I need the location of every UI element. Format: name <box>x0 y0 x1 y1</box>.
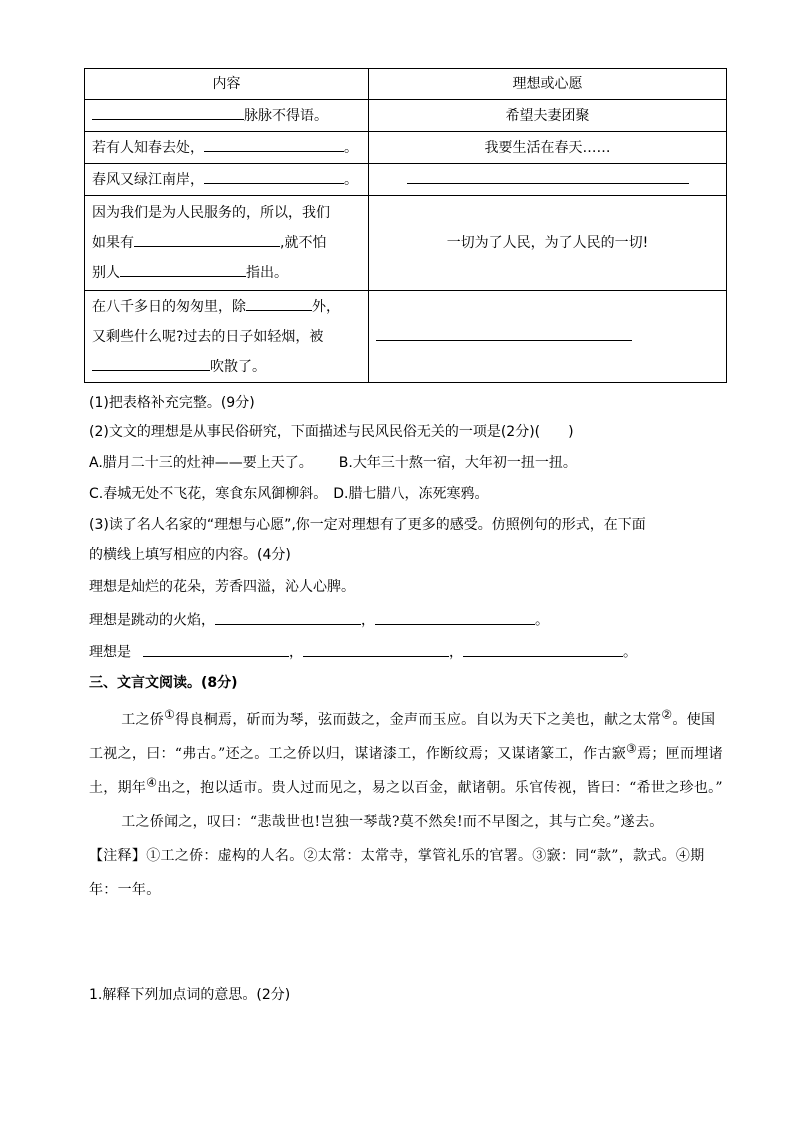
fill-line-1: 理想是跳动的火焰， ， 。 <box>89 609 549 631</box>
blank-field[interactable] <box>204 136 344 152</box>
row2-wish: 我要生活在春天…… <box>369 132 727 164</box>
row1-content: 脉脉不得语。 <box>85 100 369 132</box>
blank-field[interactable] <box>134 231 280 247</box>
blank-field[interactable] <box>120 261 246 277</box>
passage-paragraph-2: 工之侨闻之，叹曰：“悲哉世也!岂独一琴哉?莫不然矣!而不早图之，其与亡矣。”遂去。 <box>121 814 664 830</box>
header-wish: 理想或心愿 <box>369 69 727 100</box>
table-row <box>85 100 727 132</box>
question-2-options-cd: C.春城无处不飞花，寒食东风御柳斜。 D.腊七腊八，冻死寒鸦。 <box>89 486 489 502</box>
blank-field[interactable] <box>204 168 344 184</box>
blank-field[interactable] <box>375 609 535 625</box>
blank-field[interactable] <box>92 355 210 371</box>
table-row <box>85 291 727 383</box>
blank-field[interactable] <box>376 325 632 341</box>
header-content: 内容 <box>85 69 369 100</box>
blank-field[interactable] <box>92 104 244 120</box>
passage-paragraph-1: 工之侨①得良桐焉，斫而为琴，弦而鼓之，金声而玉应。自以为天下之美也，献之太常②。使国工视之，曰：“弗古。”还之。工之侨以归，谋诸漆工，作断纹焉；又谋诸篆工，作古窾③焉；匣而埋诸土，期年④出之，抱以适市。贵人过而见之，易之以百金，献诸朝。乐官传视，皆曰：“希世之珍也。” <box>89 707 723 796</box>
passage-notes: 【注释】①工之侨：虚构的人名。②太常：太常寺，掌管礼乐的官署。③窾：同“款”，款式。④期年：一年。 <box>89 848 705 898</box>
row5-wish <box>369 291 727 383</box>
question-1: (1)把表格补充完整。(9分) <box>89 395 255 411</box>
row3-wish <box>369 164 727 196</box>
row3-content: 春风又绿江南岸， 。 <box>85 164 369 196</box>
section-3-title: 三、文言文阅读。(8分) <box>89 675 238 691</box>
fill-line-2: 理想是 ， ， 。 <box>89 641 637 663</box>
classical-question-1: 1.解释下列加点词的意思。(2分) <box>89 987 291 1003</box>
question-3-line1: (3)读了名人名家的“理想与心愿”,你一定对理想有了更多的感受。仿照例句的形式，在下面 <box>89 517 646 533</box>
ideals-table <box>84 68 727 383</box>
table-row <box>85 132 727 164</box>
blank-field[interactable] <box>215 609 361 625</box>
table-header-row <box>85 69 727 100</box>
example-sentence: 理想是灿烂的花朵，芳香四溢，沁人心脾。 <box>89 579 355 595</box>
row4-wish: 一切为了人民，为了人民的一切! <box>369 196 727 291</box>
row5-content: 在八千多日的匆匆里，除 外， 又剩些什么呢?过去的日子如轻烟，被 吹散了。 <box>85 291 369 383</box>
row1-wish: 希望夫妻团聚 <box>369 100 727 132</box>
table-row <box>85 164 727 196</box>
blank-field[interactable] <box>463 641 623 657</box>
classical-passage <box>89 703 729 907</box>
blank-field[interactable] <box>143 641 289 657</box>
row2-content: 若有人知春去处， 。 <box>85 132 369 164</box>
question-3-line2: 的横线上填写相应的内容。(4分) <box>89 547 291 563</box>
question-2-options-ab: A.腊月二十三的灶神——要上天了。 B.大年三十熬一宿，大年初一扭一扭。 <box>89 455 577 471</box>
blank-field[interactable] <box>246 295 312 311</box>
row4-content: 因为我们是为人民服务的，所以，我们 如果有 ,就不怕 别人 指出。 <box>85 196 369 291</box>
table-row <box>85 196 727 291</box>
question-2: (2)文文的理想是从事民俗研究，下面描述与民风民俗无关的一项是(2分)( ) <box>89 424 574 440</box>
blank-field[interactable] <box>407 168 689 184</box>
blank-field[interactable] <box>303 641 449 657</box>
